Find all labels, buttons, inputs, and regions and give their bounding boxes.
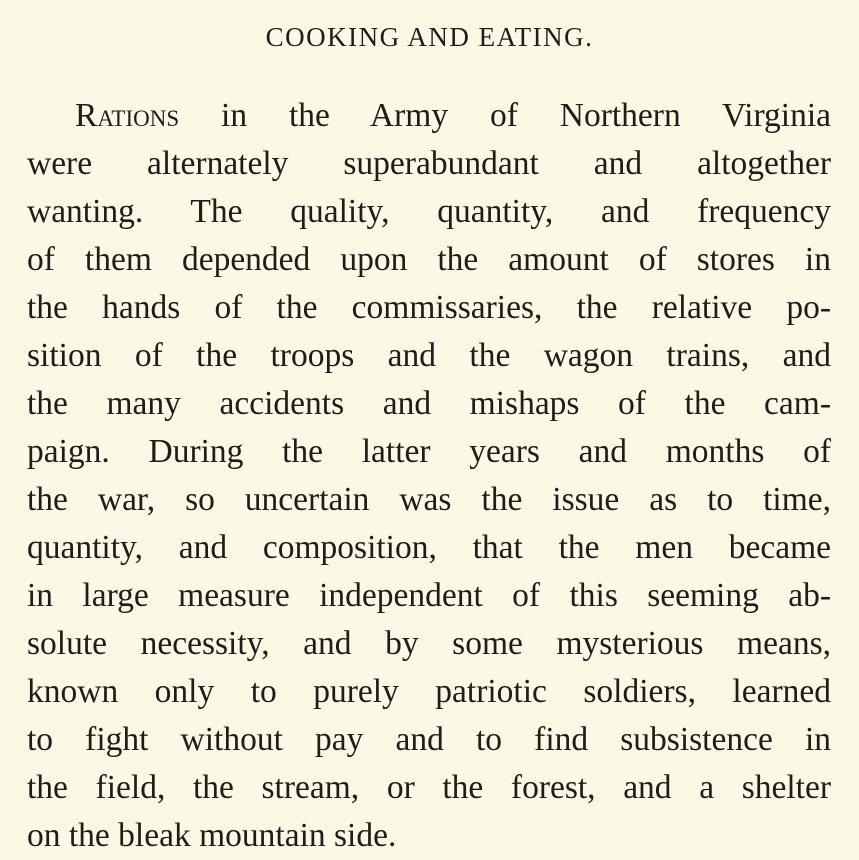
text-line-9: the war, so uncertain was the issue as to time,: [27, 481, 831, 518]
text-line-8: paign. During the latter years and months of: [27, 433, 831, 470]
text-line-2: were alternately superabundant and altogether: [27, 145, 831, 182]
lead-word: Rations: [75, 97, 180, 134]
text-line-13: known only to purely patriotic soldiers, learned: [27, 673, 831, 710]
body-paragraph: [27, 92, 831, 860]
text-line-10: quantity, and composition, that the men became: [27, 529, 831, 566]
text-line-3: wanting. The quality, quantity, and frequency: [27, 193, 831, 230]
text-line-12: solute necessity, and by some mysterious means,: [27, 625, 831, 662]
chapter-heading: COOKING AND EATING.: [265, 22, 594, 52]
text-line-5: the hands of the commissaries, the relative po-: [27, 289, 831, 326]
text-line-15: the field, the stream, or the forest, and a shelter: [27, 769, 831, 806]
text-line-7: the many accidents and mishaps of the cam-: [27, 385, 831, 422]
text-line-6: sition of the troops and the wagon trains, and: [27, 337, 831, 374]
text-line-11: in large measure independent of this seeming ab-: [27, 577, 831, 614]
text-line-14: to fight without pay and to find subsistence in: [27, 721, 831, 758]
first-line-rest: in the Army of Northern Virginia: [179, 97, 831, 134]
text-line-4: of them depended upon the amount of stores in: [27, 241, 831, 278]
text-line-16: on the bleak mountain side.: [27, 817, 397, 854]
text-line-1: [27, 92, 831, 140]
